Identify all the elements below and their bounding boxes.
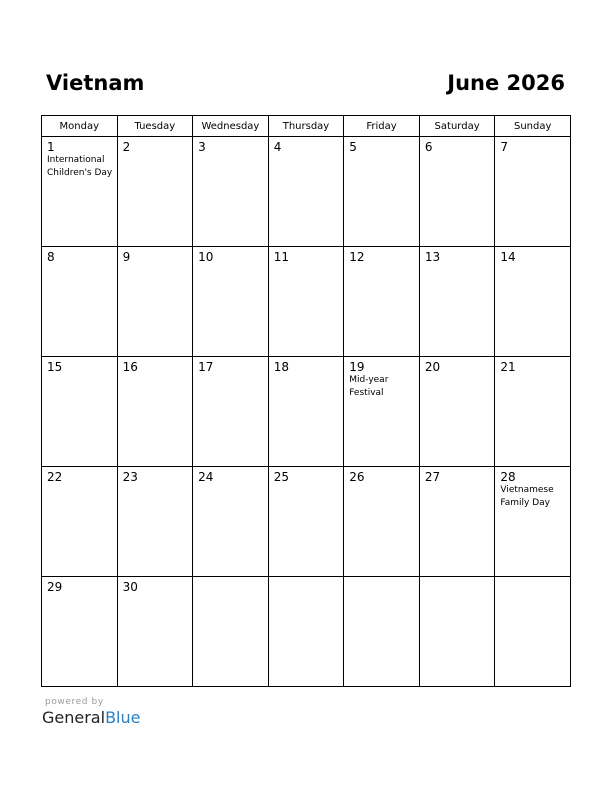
- day-cell: [117, 467, 193, 577]
- day-number: 6: [424, 140, 433, 154]
- month-year-title: June 2026: [447, 71, 565, 95]
- day-cell: [193, 137, 269, 247]
- day-cell: [268, 467, 344, 577]
- day-cell: [117, 137, 193, 247]
- day-number: 14: [500, 250, 516, 264]
- calendar-grid: [41, 115, 571, 687]
- day-cell: [419, 137, 495, 247]
- day-number: 8: [47, 250, 55, 264]
- day-cell: [193, 577, 269, 687]
- weekday-friday: Friday: [344, 116, 420, 137]
- holiday-label: Vietnamese Family Day: [500, 485, 554, 508]
- country-title: Vietnam: [46, 71, 145, 95]
- day-number: 18: [273, 360, 289, 374]
- day-number: 30: [122, 580, 138, 594]
- weekday-wednesday: Wednesday: [193, 116, 269, 137]
- day-cell: [268, 577, 344, 687]
- holiday-label: International Children's Day: [47, 155, 113, 178]
- day-number: 5: [349, 140, 357, 154]
- day-cell: [268, 247, 344, 357]
- day-number: 29: [47, 580, 63, 594]
- day-number: 19: [349, 360, 365, 374]
- powered-by-text: powered by: [45, 697, 104, 707]
- day-number: 4: [273, 140, 282, 154]
- day-cell: [495, 357, 571, 467]
- day-number: 12: [349, 250, 365, 264]
- day-cell: [495, 137, 571, 247]
- day-number: [344, 577, 419, 580]
- brand-general-text: General: [42, 708, 106, 727]
- day-cell: [117, 247, 193, 357]
- day-cell: [419, 467, 495, 577]
- week-row-3: [42, 357, 571, 467]
- day-number: [420, 577, 495, 580]
- day-number: 11: [273, 250, 289, 264]
- day-cell: [42, 467, 118, 577]
- day-cell: [268, 137, 344, 247]
- day-number: 24: [198, 470, 214, 484]
- day-cell: [344, 467, 420, 577]
- footer-branding: [42, 697, 140, 728]
- day-number: 28: [500, 470, 516, 484]
- day-number: 23: [122, 470, 138, 484]
- day-number: 21: [500, 360, 516, 374]
- day-cell: [495, 467, 571, 577]
- day-number: 1: [47, 140, 55, 154]
- day-cell: [495, 247, 571, 357]
- day-number: 26: [349, 470, 365, 484]
- day-number: 17: [198, 360, 214, 374]
- week-row-4: [42, 467, 571, 577]
- day-cell: [344, 577, 420, 687]
- day-number: [495, 577, 570, 580]
- day-cell: [419, 247, 495, 357]
- day-cell: [117, 577, 193, 687]
- weekday-tuesday: Tuesday: [117, 116, 193, 137]
- weekday-thursday: Thursday: [268, 116, 344, 137]
- day-cell: [193, 247, 269, 357]
- brand-blue-text: Blue: [105, 708, 141, 727]
- day-number: [193, 577, 268, 580]
- day-cell: [42, 247, 118, 357]
- day-cell: [419, 357, 495, 467]
- day-number: 22: [47, 470, 63, 484]
- day-number: 9: [122, 250, 131, 264]
- week-row-5: [42, 577, 571, 687]
- day-cell: [42, 577, 118, 687]
- day-cell: [42, 357, 118, 467]
- day-number: 7: [500, 140, 509, 154]
- day-cell: [344, 137, 420, 247]
- week-row-1: [42, 137, 571, 247]
- weekday-header-row: [42, 116, 571, 137]
- day-cell: [495, 577, 571, 687]
- day-number: 16: [122, 360, 138, 374]
- weekday-sunday: Sunday: [495, 116, 571, 137]
- day-cell: [419, 577, 495, 687]
- day-cell: [344, 357, 420, 467]
- day-cell: [344, 247, 420, 357]
- day-number: 3: [198, 140, 206, 154]
- day-number: [269, 577, 344, 580]
- day-cell: [42, 137, 118, 247]
- weekday-saturday: Saturday: [419, 116, 495, 137]
- generalblue-logo: [42, 708, 140, 728]
- day-number: 20: [424, 360, 441, 374]
- day-cell: [268, 357, 344, 467]
- day-number: 2: [122, 140, 131, 154]
- day-number: 27: [424, 470, 441, 484]
- weekday-monday: Monday: [42, 116, 118, 137]
- day-number: 13: [424, 250, 441, 264]
- day-cell: [193, 357, 269, 467]
- day-cell: [193, 467, 269, 577]
- day-number: 10: [198, 250, 214, 264]
- day-number: 15: [47, 360, 63, 374]
- day-cell: [117, 357, 193, 467]
- week-row-2: [42, 247, 571, 357]
- holiday-label: Mid-year Festival: [349, 375, 389, 398]
- day-number: 25: [273, 470, 289, 484]
